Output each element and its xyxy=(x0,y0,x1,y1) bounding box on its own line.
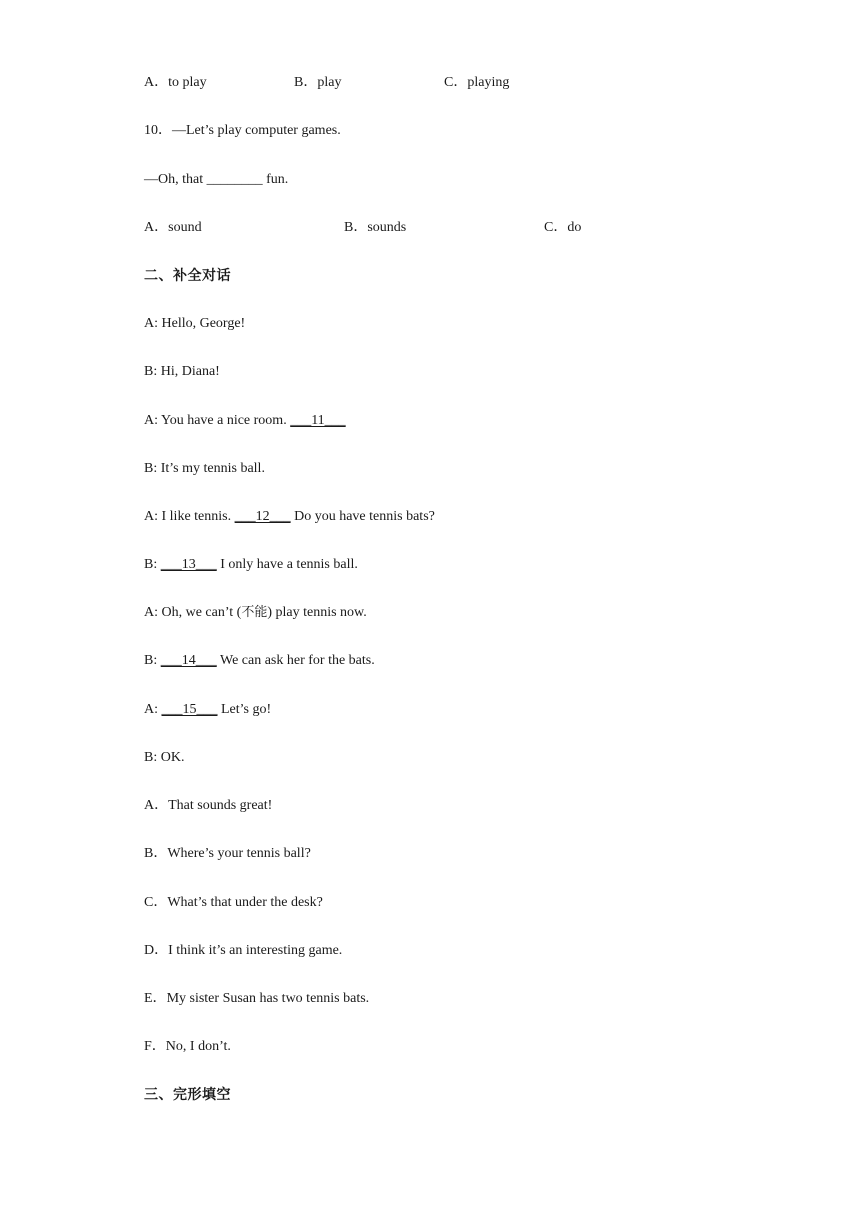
dialogue-line-3 xyxy=(144,412,346,430)
speaker: B: xyxy=(144,750,158,765)
dialogue-line-8 xyxy=(144,652,375,670)
dialogue-text: You have a nice room. xyxy=(158,413,291,428)
dialogue-text: Hello, George! xyxy=(158,316,246,331)
speaker: A: xyxy=(144,605,158,620)
answer-blank-13: ___13___ xyxy=(160,557,217,572)
option-text: to play xyxy=(168,75,207,90)
answer-blank-12: ___12___ xyxy=(234,509,291,524)
dialogue-line-9 xyxy=(144,701,271,719)
option-letter: A． xyxy=(144,220,169,235)
choice-text: That sounds great! xyxy=(168,798,273,813)
speaker: A: xyxy=(144,316,158,331)
q9-option-c xyxy=(444,74,509,92)
choice-f xyxy=(144,1038,231,1056)
dialogue-text: OK. xyxy=(157,750,185,765)
speaker: B: xyxy=(144,653,158,668)
option-text: do xyxy=(567,220,582,235)
option-letter: A． xyxy=(144,75,169,90)
choice-letter: C． xyxy=(144,895,168,910)
dialogue-text: I like tennis. xyxy=(158,509,235,524)
chinese-gloss: 不能 xyxy=(241,605,268,620)
answer-blank-15: ___15___ xyxy=(161,702,218,717)
choice-text: My sister Susan has two tennis bats. xyxy=(166,991,370,1006)
dialogue-text: Hi, Diana! xyxy=(157,364,220,379)
dialogue-line-5 xyxy=(144,508,435,526)
choice-letter: E． xyxy=(144,991,167,1006)
dialogue-text: We can ask her for the bats. xyxy=(216,653,375,668)
dialogue-text: It’s my tennis ball. xyxy=(157,461,265,476)
choice-b xyxy=(144,845,311,863)
choice-letter: B． xyxy=(144,846,168,861)
option-letter: C． xyxy=(444,75,468,90)
q10-option-b xyxy=(344,219,406,237)
speaker: A: xyxy=(144,702,158,717)
choice-text: No, I don’t. xyxy=(165,1039,231,1054)
q10-line2: —Oh, that ________ fun. xyxy=(144,172,289,187)
choice-text: Where’s your tennis ball? xyxy=(167,846,311,861)
dialogue-line-2 xyxy=(144,363,220,381)
choice-a xyxy=(144,797,272,815)
speaker: A: xyxy=(144,509,158,524)
choice-e xyxy=(144,990,369,1008)
dialogue-line-7 xyxy=(144,604,367,622)
dialogue-line-10 xyxy=(144,749,184,767)
q10-option-c xyxy=(544,219,581,237)
choice-text: What’s that under the desk? xyxy=(167,895,323,910)
q10-stem: 10．—Let’s play computer games. xyxy=(144,123,341,138)
choice-text: I think it’s an interesting game. xyxy=(168,943,343,958)
dialogue-text: I only have a tennis ball. xyxy=(216,557,358,572)
section-3-heading: 三、完形填空 xyxy=(144,1087,231,1103)
choice-letter: F． xyxy=(144,1039,166,1054)
option-letter: B． xyxy=(294,75,318,90)
option-text: sound xyxy=(168,220,202,235)
dialogue-text: Do you have tennis bats? xyxy=(290,509,435,524)
speaker: B: xyxy=(144,461,158,476)
speaker: B: xyxy=(144,364,158,379)
answer-blank-11: ___11___ xyxy=(290,413,346,428)
q10-option-a xyxy=(144,219,202,237)
option-letter: C． xyxy=(544,220,568,235)
q9-option-a xyxy=(144,74,207,92)
choice-c xyxy=(144,894,323,912)
option-text: play xyxy=(317,75,342,90)
dialogue-text: Oh, we can’t ( xyxy=(158,605,242,620)
dialogue-line-4 xyxy=(144,460,265,478)
option-text: playing xyxy=(467,75,510,90)
dialogue-text: ) play tennis now. xyxy=(267,605,367,620)
option-text: sounds xyxy=(367,220,407,235)
choice-letter: D． xyxy=(144,943,169,958)
dialogue-text: Let’s go! xyxy=(217,702,272,717)
choice-letter: A． xyxy=(144,798,169,813)
dialogue-line-1 xyxy=(144,315,245,333)
speaker: B: xyxy=(144,557,158,572)
section-2-heading: 二、补全对话 xyxy=(144,268,231,284)
choice-d xyxy=(144,942,342,960)
dialogue-line-6 xyxy=(144,556,358,574)
option-letter: B． xyxy=(344,220,368,235)
answer-blank-14: ___14___ xyxy=(160,653,217,668)
q9-option-b xyxy=(294,74,341,92)
speaker: A: xyxy=(144,413,158,428)
